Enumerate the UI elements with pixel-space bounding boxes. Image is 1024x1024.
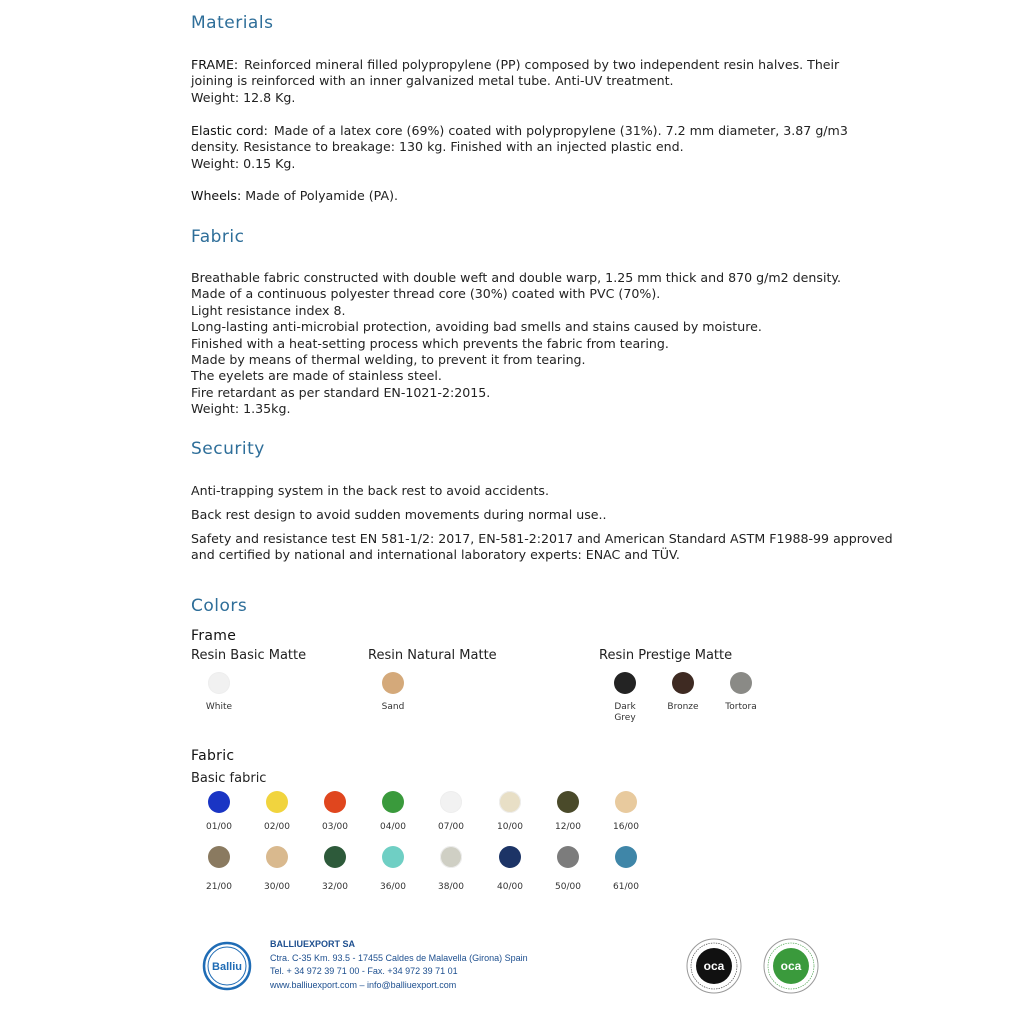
wheels-text: Made of Polyamide (PA). [245,188,398,203]
frame-paragraph [191,57,840,106]
wheels-label: Wheels: [191,188,242,203]
oca-green-seal-icon [763,938,819,994]
fabric-colors-title: Fabric [191,748,235,764]
swatch-white-label: White [205,702,233,712]
fabric-swatch-code: 12/00 [555,822,581,832]
fabric-swatch-code: 03/00 [322,822,348,832]
swatch-tortora-label: Tortora [725,702,757,712]
fabric-swatch [382,791,404,813]
fabric-line: The eyelets are made of stainless steel. [191,368,442,384]
fabric-swatch [499,791,521,813]
company-name: BALLIUEXPORT SA [270,939,356,949]
fabric-paragraph [191,270,842,418]
fabric-swatch [324,791,346,813]
swatch-bronze-label: Bronze [667,702,699,712]
fabric-swatch-code: 50/00 [555,882,581,892]
swatch-dark-grey [614,672,636,694]
fabric-swatch-code: 61/00 [613,882,639,892]
fabric-swatch-code: 07/00 [438,822,464,832]
wheels-paragraph [191,188,827,204]
fabric-line: Finished with a heat-setting process which prevents the fabric from tearing. [191,335,669,351]
cord-line-1: Made of a latex core (69%) coated with polypropylene (31%). 7.2 mm diameter, 3.87 g/m3 [273,123,848,138]
fabric-swatch [382,846,404,868]
basic-fabric-label: Basic fabric [191,771,267,786]
fabric-swatch [615,791,637,813]
fabric-swatch [266,791,288,813]
company-info [270,938,528,992]
company-address: Ctra. C-35 Km. 93.5 - 17455 Caldes de Malavella (Girona) Spain [270,952,528,963]
fabric-swatch [615,846,637,868]
swatch-dark-grey-label-2: Grey [614,713,636,723]
fabric-line: Light resistance index 8. [191,302,346,318]
fabric-line: Made of a continuous polyester thread core (30%) coated with PVC (70%). [191,286,661,302]
fabric-swatch [208,791,230,813]
fabric-swatch-code: 10/00 [497,822,523,832]
balliu-logo [202,941,252,991]
cord-label: Elastic cord: [191,123,268,138]
fabric-line: Weight: 1.35kg. [191,401,291,417]
oca-black-seal-icon [686,938,742,994]
fabric-swatch-code: 02/00 [264,822,290,832]
fabric-swatch [266,846,288,868]
fabric-swatch [440,846,462,868]
resin-prestige-label: Resin Prestige Matte [599,648,733,663]
security-p3-line-2: and certified by national and international laboratory experts: ENAC and TÜV. [191,547,680,563]
swatch-sand-label: Sand [381,702,405,712]
fabric-swatch-code: 30/00 [264,882,290,892]
balliu-logo-text: Balliu [212,961,242,973]
fabric-line: Long-lasting anti-microbial protection, avoiding bad smells and stains caused by moisture. [191,319,762,335]
swatch-tortora [730,672,752,694]
swatch-sand [382,672,404,694]
oca-green-text: oca [780,959,802,973]
cord-paragraph [191,123,848,172]
oca-black-text: oca [703,959,725,973]
fabric-swatch [440,791,462,813]
swatch-dark-grey-label-1: Dark [614,702,636,712]
colors-heading: Colors [191,596,248,616]
security-p3-line-1: Safety and resistance test EN 581-1/2: 2017, EN-581-2:2017 and American Standard ASTM F1988-99 approved [191,531,893,546]
swatch-bronze [672,672,694,694]
fabric-line: Fire retardant as per standard EN-1021-2:2015. [191,384,491,400]
frame-line-2: joining is reinforced with an inner galvanized metal tube. Anti-UV treatment. [191,73,674,89]
fabric-swatch [557,791,579,813]
swatch-white [208,672,230,694]
frame-line-1: Reinforced mineral filled polypropylene (PP) composed by two independent resin halves. Their [244,57,840,72]
security-p1: Anti-trapping system in the back rest to avoid accidents. [191,483,549,498]
resin-natural-label: Resin Natural Matte [368,648,497,663]
fabric-swatch-code: 38/00 [438,882,464,892]
frame-weight: Weight: 12.8 Kg. [191,89,296,105]
fabric-swatch-code: 40/00 [497,882,523,892]
fabric-line: Made by means of thermal welding, to prevent it from tearing. [191,352,586,368]
materials-heading: Materials [191,13,274,33]
fabric-swatch [324,846,346,868]
security-p2: Back rest design to avoid sudden movements during normal use.. [191,507,607,522]
fabric-swatch [208,846,230,868]
fabric-swatch-code: 21/00 [206,882,232,892]
resin-basic-label: Resin Basic Matte [191,648,307,663]
fabric-swatch-code: 04/00 [380,822,406,832]
cord-weight: Weight: 0.15 Kg. [191,155,296,171]
company-phone: Tel. + 34 972 39 71 00 - Fax. +34 972 39 71 01 [270,966,458,976]
security-p3 [191,531,893,564]
frame-colors-title: Frame [191,628,237,644]
company-web[interactable]: www.balliuexport.com – info@balliuexport.com [270,979,457,990]
fabric-swatch [499,846,521,868]
fabric-swatch [557,846,579,868]
fabric-line: Breathable fabric constructed with double weft and double warp, 1.25 mm thick and 870 g/m2 density. [191,270,842,285]
cord-line-2: density. Resistance to breakage: 130 kg. Finished with an injected plastic end. [191,139,684,155]
fabric-swatch-code: 32/00 [322,882,348,892]
fabric-swatch-code: 36/00 [380,882,406,892]
swatch-dark-grey-label [595,702,655,724]
fabric-heading: Fabric [191,227,245,247]
fabric-swatch-code: 01/00 [206,822,232,832]
frame-label: FRAME: [191,57,239,72]
fabric-swatch-code: 16/00 [613,822,639,832]
security-heading: Security [191,439,265,459]
